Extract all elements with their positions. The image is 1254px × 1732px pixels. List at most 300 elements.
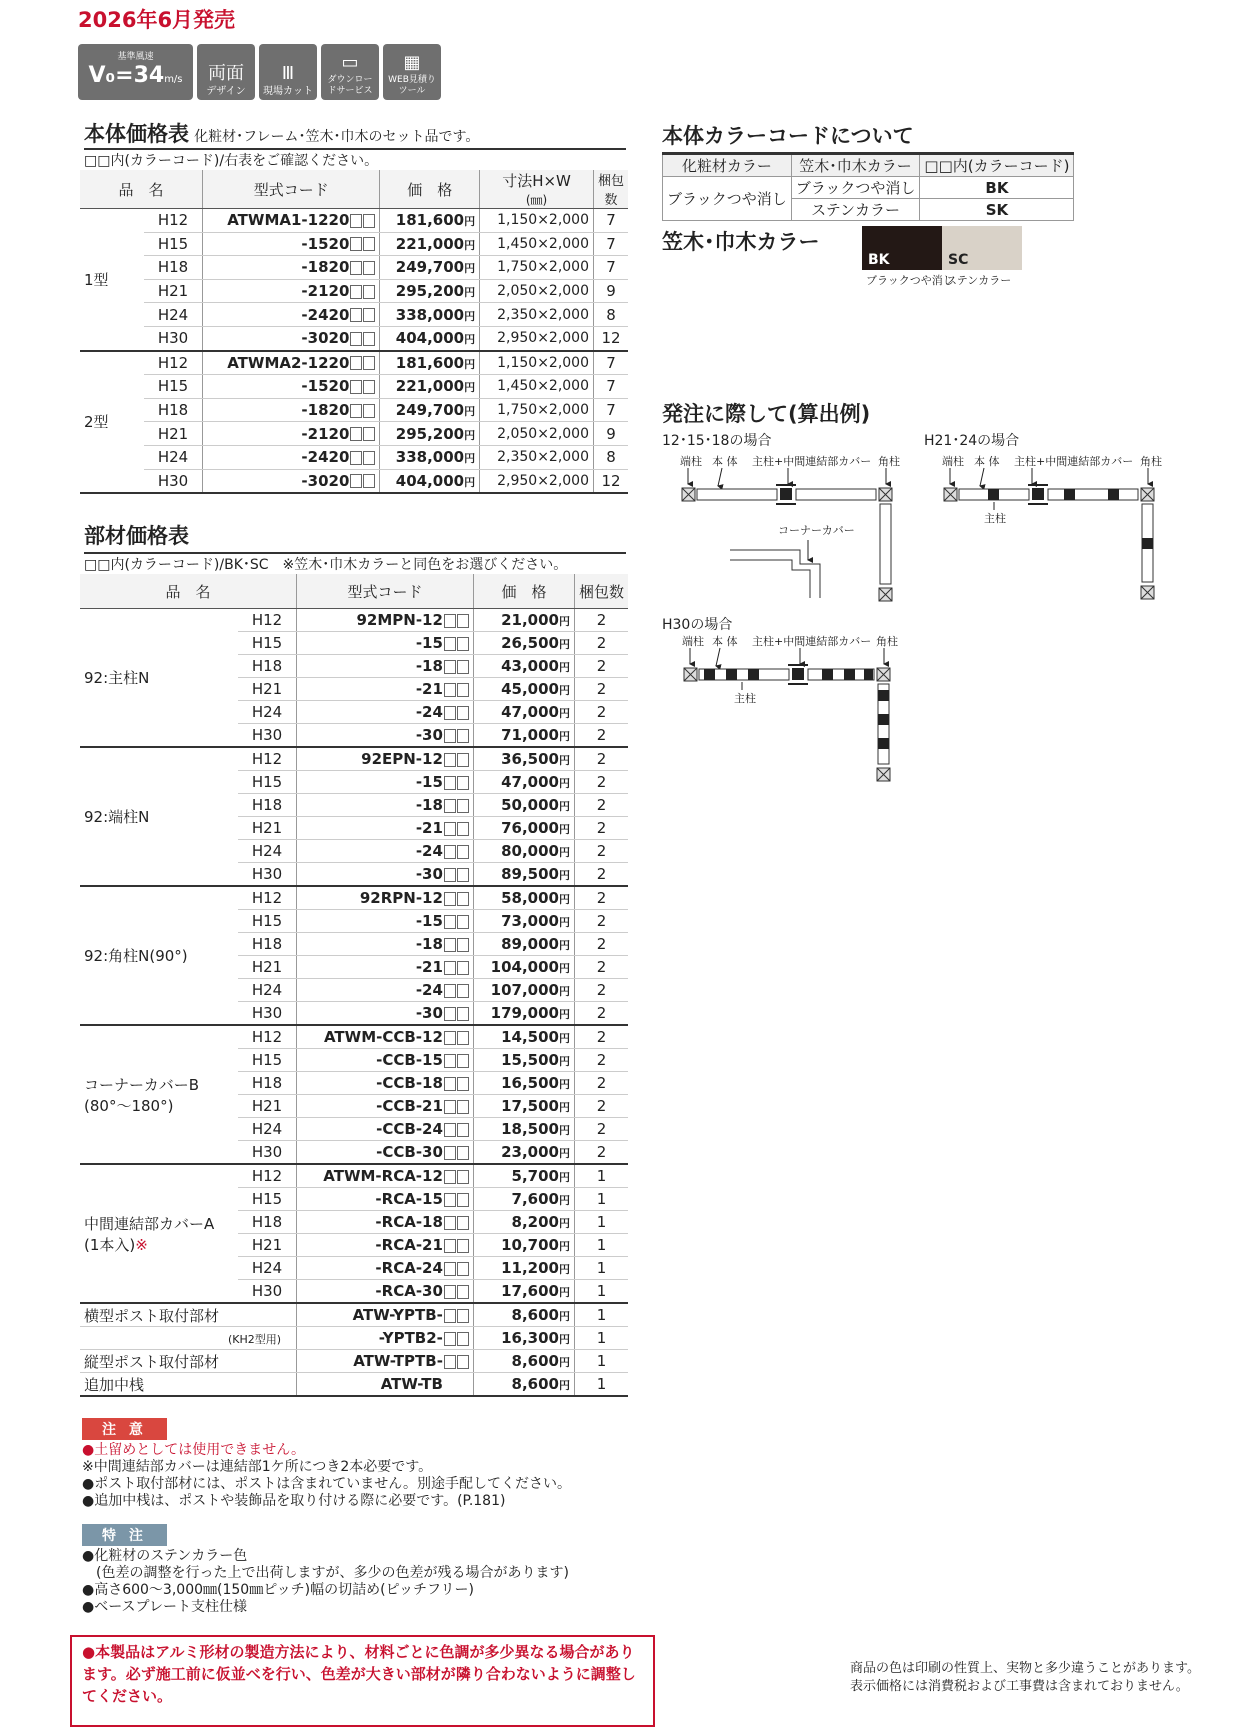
model-code: -1520: [203, 375, 380, 399]
height-code: H15: [238, 1049, 297, 1072]
model-code: -CCB-15: [297, 1049, 474, 1072]
color-code-placeholder: [457, 1285, 469, 1299]
model-code: 92MPN-12: [297, 609, 474, 632]
price: 8,600円: [473, 1303, 574, 1327]
swatch-bk: BK: [862, 226, 942, 270]
pack-qty: 1: [574, 1257, 628, 1280]
color-code-placeholder: [457, 822, 469, 836]
price: 89,500円: [473, 863, 574, 887]
main-table-note: □□内(カラーコード)/右表をご確認ください。: [84, 148, 626, 170]
color-code-placeholder: [457, 1262, 469, 1276]
height-code: H30: [238, 1280, 297, 1304]
model-code: -CCB-30: [297, 1141, 474, 1165]
pack-qty: 8: [594, 303, 629, 327]
price: 338,000円: [380, 445, 480, 469]
color-code-placeholder: [444, 1054, 456, 1068]
color-code-placeholder: [444, 776, 456, 790]
price: 16,500円: [473, 1072, 574, 1095]
model-code: -1520: [203, 232, 380, 256]
feature-item: ●化粧材のステンカラー色: [82, 1548, 248, 1564]
pack-qty: 2: [574, 863, 628, 887]
color-code-placeholder: [444, 1239, 456, 1253]
svg-text:角柱: 角柱: [876, 635, 898, 648]
price: 21,000円: [473, 609, 574, 632]
color-code-placeholder: [444, 753, 456, 767]
price: 404,000円: [380, 469, 480, 493]
pack-qty: 7: [594, 256, 629, 280]
height-code: H18: [238, 794, 297, 817]
height-code: H15: [238, 632, 297, 655]
color-code-placeholder: [363, 332, 375, 346]
pack-qty: 7: [594, 375, 629, 399]
pack-qty: 9: [594, 279, 629, 303]
header-qty: 梱包数: [574, 574, 628, 609]
model-code: -RCA-15: [297, 1188, 474, 1211]
model-code: -24: [297, 979, 474, 1002]
pack-qty: 2: [574, 979, 628, 1002]
height-code: H12: [238, 747, 297, 771]
price: 5,700円: [473, 1164, 574, 1188]
cc-code: BK: [920, 177, 1074, 199]
dimension: 2,350×2,000: [480, 303, 594, 327]
price: 47,000円: [473, 771, 574, 794]
color-code-placeholder: [444, 729, 456, 743]
pack-qty: 9: [594, 422, 629, 446]
pack-qty: 2: [574, 747, 628, 771]
pack-qty: 1: [574, 1373, 628, 1397]
cc-color-name: ブラックつや消し: [791, 177, 920, 199]
height-code: H30: [144, 469, 203, 493]
kasagi-heading: 笠木･巾木カラー: [662, 230, 820, 254]
pack-qty: 12: [594, 469, 629, 493]
price: 16,300円: [473, 1327, 574, 1350]
caution-item: ●ポスト取付部材には、ポストは含まれていません。別途手配してください。: [82, 1476, 572, 1492]
pack-qty: 12: [594, 326, 629, 350]
parts-price-table: [80, 574, 628, 1397]
model-code: ATW-TB: [297, 1373, 474, 1397]
table-row: [80, 375, 628, 399]
pack-qty: 2: [574, 701, 628, 724]
price: 18,500円: [473, 1118, 574, 1141]
table-row: [80, 398, 628, 422]
color-code-placeholder: [444, 1193, 456, 1207]
price: 17,500円: [473, 1095, 574, 1118]
cc-code: SK: [920, 199, 1074, 221]
svg-text:コーナーカバー: コーナーカバー: [778, 524, 855, 537]
model-code: -21: [297, 678, 474, 701]
color-code-placeholder: [457, 753, 469, 767]
color-code-placeholder: [444, 1216, 456, 1230]
cc-header-finish: 化粧材カラー: [663, 154, 792, 177]
pack-qty: 2: [574, 910, 628, 933]
caution-section: [82, 1418, 571, 1510]
diagram-case3: [682, 634, 898, 781]
table-row: [80, 232, 628, 256]
pack-qty: 1: [574, 1327, 628, 1350]
item-name: 横型ポスト取付部材: [80, 1303, 297, 1327]
pack-qty: 2: [574, 771, 628, 794]
price: 104,000円: [473, 956, 574, 979]
height-code: H24: [144, 445, 203, 469]
pack-qty: 2: [574, 1118, 628, 1141]
item-name: (KH2型用): [80, 1327, 297, 1350]
feature-item: ●高さ600〜3,000㎜(150㎜ピッチ)幅の切詰め(ピッチフリー): [82, 1582, 474, 1598]
color-code-placeholder: [444, 961, 456, 975]
dimension: 1,450×2,000: [480, 232, 594, 256]
feature-section: [82, 1524, 569, 1616]
dimension: 1,150×2,000: [480, 209, 594, 233]
pack-qty: 7: [594, 232, 629, 256]
header-item: 品 名: [80, 170, 203, 209]
caution-item: ●追加中桟は、ポストや装飾品を取り付ける際に必要です。(P.181): [82, 1493, 506, 1509]
price: 15,500円: [473, 1049, 574, 1072]
model-code: -RCA-21: [297, 1234, 474, 1257]
color-code-placeholder: [363, 404, 375, 418]
model-code: -CCB-18: [297, 1072, 474, 1095]
pack-qty: 2: [574, 632, 628, 655]
color-code-heading: 本体カラーコードについて: [662, 124, 914, 148]
height-code: H24: [144, 303, 203, 327]
price: 8,600円: [473, 1350, 574, 1373]
table-row: [80, 609, 628, 632]
model-code: -18: [297, 655, 474, 678]
model-code: -30: [297, 863, 474, 887]
dimension: 2,950×2,000: [480, 326, 594, 350]
color-code-placeholder: [457, 1355, 469, 1369]
height-code: H30: [144, 326, 203, 350]
table-row: [80, 469, 628, 493]
pack-qty: 1: [574, 1303, 628, 1327]
price: 107,000円: [473, 979, 574, 1002]
case2-label: H21･24の場合: [924, 433, 1020, 449]
price: 295,200円: [380, 422, 480, 446]
pack-qty: 2: [574, 678, 628, 701]
price: 8,200円: [473, 1211, 574, 1234]
svg-text:主柱+中間連結部カバー: 主柱+中間連結部カバー: [752, 635, 872, 648]
model-code: 92RPN-12: [297, 886, 474, 910]
color-code-placeholder: [350, 308, 362, 322]
height-code: H18: [238, 655, 297, 678]
model-code: ATWMA2-1220: [203, 351, 380, 375]
caution-badge: 注 意: [82, 1418, 167, 1440]
color-code-placeholder: [457, 729, 469, 743]
pack-qty: 7: [594, 209, 629, 233]
double-sided-design-icon: 両面 デザイン: [197, 44, 255, 100]
caution-item: ※中間連結部カバーは連結部1ケ所につき2本必要です。: [82, 1459, 433, 1475]
color-code-placeholder: [457, 614, 469, 628]
model-code: -15: [297, 771, 474, 794]
price: 179,000円: [473, 1002, 574, 1026]
color-code-placeholder: [457, 1239, 469, 1253]
pack-qty: 2: [574, 794, 628, 817]
pack-qty: 2: [574, 817, 628, 840]
height-code: H12: [144, 209, 203, 233]
height-code: H21: [144, 422, 203, 446]
model-code: -1820: [203, 398, 380, 422]
model-code: -24: [297, 701, 474, 724]
feature-item: (色差の調整を行った上で出荷しますが、多少の色差が残る場合があります): [82, 1565, 569, 1581]
model-code: -CCB-24: [297, 1118, 474, 1141]
wind-speed-icon: 基準風速 V₀=34m/s: [78, 44, 193, 100]
color-code-placeholder: [444, 984, 456, 998]
color-code-placeholder: [350, 404, 362, 418]
color-code-placeholder: [444, 1123, 456, 1137]
color-code-placeholder: [457, 683, 469, 697]
svg-text:主柱: 主柱: [734, 692, 756, 705]
table-row: [80, 326, 628, 350]
color-code-placeholder: [457, 892, 469, 906]
height-code: H30: [238, 863, 297, 887]
group-name: 1型: [80, 209, 144, 351]
height-code: H21: [238, 1234, 297, 1257]
model-code: -2120: [203, 422, 380, 446]
dimension: 1,450×2,000: [480, 375, 594, 399]
dimension: 1,150×2,000: [480, 351, 594, 375]
color-code-placeholder: [457, 1007, 469, 1021]
price: 17,600円: [473, 1280, 574, 1304]
dimension: 2,050×2,000: [480, 422, 594, 446]
height-code: H15: [144, 232, 203, 256]
swatch-bk-label: ブラックつや消し: [866, 274, 954, 287]
model-code: ATW-YPTB-: [297, 1303, 474, 1327]
svg-text:端柱: 端柱: [682, 635, 704, 648]
table-row: [80, 209, 628, 233]
color-code-placeholder: [444, 1285, 456, 1299]
order-heading: 発注に際して(算出例): [662, 402, 871, 426]
model-code: -21: [297, 956, 474, 979]
feature-badge: 特 注: [82, 1524, 167, 1546]
color-code-placeholder: [444, 706, 456, 720]
height-code: H18: [238, 1211, 297, 1234]
pack-qty: 7: [594, 351, 629, 375]
feature-list: [82, 1548, 569, 1616]
price: 249,700円: [380, 398, 480, 422]
model-code: ATWM-CCB-12: [297, 1025, 474, 1049]
dimension: 2,350×2,000: [480, 445, 594, 469]
group-name: コーナーカバーB (80°〜180°): [80, 1025, 238, 1164]
price: 50,000円: [473, 794, 574, 817]
color-code-placeholder: [444, 614, 456, 628]
case1-label: 12･15･18の場合: [662, 433, 772, 449]
svg-text:角柱: 角柱: [1140, 455, 1162, 468]
table-row: [80, 1303, 628, 1327]
model-code: -3020: [203, 326, 380, 350]
color-code-placeholder: [457, 706, 469, 720]
model-code: -18: [297, 794, 474, 817]
height-code: H30: [238, 1141, 297, 1165]
color-code-placeholder: [363, 451, 375, 465]
header-size: 寸法H×W (㎜): [480, 170, 594, 209]
color-code-placeholder: [444, 1262, 456, 1276]
svg-text:本 体: 本 体: [712, 455, 738, 468]
group-name: 2型: [80, 351, 144, 494]
web-estimate-icon: ▦ WEB見積りツール: [383, 44, 441, 100]
price: 45,000円: [473, 678, 574, 701]
price: 58,000円: [473, 886, 574, 910]
cc-header-kasagi: 笠木･巾木カラー: [791, 154, 920, 177]
feature-item: ●ベースプレート支柱仕様: [82, 1599, 247, 1615]
svg-text:端柱: 端柱: [680, 455, 702, 468]
parts-table-note: □□内(カラーコード)/BK･SC ※笠木･巾木カラーと同色をお選びください。: [84, 552, 626, 574]
color-code-placeholder: [350, 285, 362, 299]
color-code-placeholder: [350, 356, 362, 370]
color-code-placeholder: [457, 1077, 469, 1091]
price: 7,600円: [473, 1188, 574, 1211]
color-code-placeholder: [457, 1216, 469, 1230]
model-code: -RCA-24: [297, 1257, 474, 1280]
table-row: [80, 422, 628, 446]
main-price-table: [80, 170, 628, 494]
table-row: [80, 351, 628, 375]
color-code-placeholder: [457, 961, 469, 975]
model-code: -30: [297, 1002, 474, 1026]
color-code-placeholder: [444, 799, 456, 813]
color-code-placeholder: [350, 474, 362, 488]
color-code-placeholder: [444, 1355, 456, 1369]
color-code-placeholder: [363, 427, 375, 441]
color-code-placeholder: [444, 1077, 456, 1091]
main-table-heading: 本体価格表 化粧材･フレーム･笠木･巾木のセット品です。: [84, 122, 480, 146]
swatch-sc-label: ステンカラー: [946, 274, 1012, 287]
color-code-placeholder: [457, 660, 469, 674]
height-code: H24: [238, 840, 297, 863]
header-price: 価 格: [473, 574, 574, 609]
color-code-placeholder: [363, 261, 375, 275]
height-code: H18: [238, 1072, 297, 1095]
price: 80,000円: [473, 840, 574, 863]
pack-qty: 1: [574, 1164, 628, 1188]
table-row: [80, 445, 628, 469]
pack-qty: 2: [574, 1072, 628, 1095]
color-code-placeholder: [444, 1170, 456, 1184]
table-row: [80, 747, 628, 771]
color-code-placeholder: [444, 892, 456, 906]
color-code-placeholder: [444, 868, 456, 882]
pack-qty: 2: [574, 655, 628, 678]
model-code: ATWM-RCA-12: [297, 1164, 474, 1188]
height-code: H21: [238, 1095, 297, 1118]
height-code: H30: [238, 724, 297, 748]
color-code-placeholder: [457, 868, 469, 882]
cc-color-name: ステンカラー: [791, 199, 920, 221]
pack-qty: 2: [574, 1002, 628, 1026]
pack-qty: 2: [574, 886, 628, 910]
price: 89,000円: [473, 933, 574, 956]
pack-qty: 2: [574, 956, 628, 979]
group-name: 92:主柱N: [80, 609, 238, 748]
color-code-placeholder: [457, 1054, 469, 1068]
color-code-placeholder: [457, 1146, 469, 1160]
diagram-case2: [942, 454, 1162, 599]
price: 11,200円: [473, 1257, 574, 1280]
color-code-placeholder: [444, 845, 456, 859]
model-code: -24: [297, 840, 474, 863]
cc-main-color: ブラックつや消し: [663, 177, 792, 221]
cc-header-code: □□内(カラーコード): [920, 154, 1074, 177]
color-code-placeholder: [457, 984, 469, 998]
color-code-placeholder: [457, 938, 469, 952]
svg-text:本 体: 本 体: [974, 455, 1000, 468]
download-service-icon: ▭ ダウンロードサービス: [321, 44, 379, 100]
color-code-placeholder: [457, 1170, 469, 1184]
height-code: H18: [238, 933, 297, 956]
model-code: -2120: [203, 279, 380, 303]
model-code: ATW-TPTB-: [297, 1350, 474, 1373]
price: 47,000円: [473, 701, 574, 724]
height-code: H12: [238, 609, 297, 632]
height-code: H12: [144, 351, 203, 375]
height-code: H21: [238, 678, 297, 701]
height-code: H24: [238, 979, 297, 1002]
dimension: 2,950×2,000: [480, 469, 594, 493]
model-code: -RCA-18: [297, 1211, 474, 1234]
model-code: -3020: [203, 469, 380, 493]
table-row: [80, 256, 628, 280]
pack-qty: 2: [574, 724, 628, 748]
parts-table-heading: 部材価格表: [84, 524, 189, 548]
table-row: [80, 303, 628, 327]
height-code: H12: [238, 1164, 297, 1188]
price: 71,000円: [473, 724, 574, 748]
model-code: -30: [297, 724, 474, 748]
dimension: 2,050×2,000: [480, 279, 594, 303]
model-code: 92EPN-12: [297, 747, 474, 771]
model-code: -2420: [203, 303, 380, 327]
table-row: [80, 1350, 628, 1373]
pack-qty: 1: [574, 1350, 628, 1373]
price: 221,000円: [380, 232, 480, 256]
price: 181,600円: [380, 351, 480, 375]
price: 26,500円: [473, 632, 574, 655]
pack-qty: 7: [594, 398, 629, 422]
color-code-placeholder: [444, 822, 456, 836]
feature-icons: [78, 44, 441, 100]
group-name: 92:角柱N(90°): [80, 886, 238, 1025]
item-name: 追加中桟: [80, 1373, 297, 1397]
pack-qty: 2: [574, 1025, 628, 1049]
svg-text:主柱+中間連結部カバー: 主柱+中間連結部カバー: [1014, 455, 1134, 468]
color-code-placeholder: [363, 474, 375, 488]
table-row: [80, 1164, 628, 1188]
release-date: 2026年6月発売: [78, 8, 236, 32]
item-name: 縦型ポスト取付部材: [80, 1350, 297, 1373]
color-code-placeholder: [457, 1123, 469, 1137]
header-qty: 梱包数: [594, 170, 629, 209]
color-code-table: [662, 152, 1074, 221]
table-row: [80, 1327, 628, 1350]
header-code: 型式コード: [203, 170, 380, 209]
caution-item: ●土留めとしては使用できません。: [82, 1442, 306, 1458]
color-code-placeholder: [444, 1031, 456, 1045]
diagram-case1: [680, 454, 900, 601]
color-code-placeholder: [350, 237, 362, 251]
color-code-placeholder: [444, 915, 456, 929]
color-code-placeholder: [350, 214, 362, 228]
color-code-placeholder: [363, 308, 375, 322]
height-code: H24: [238, 701, 297, 724]
price: 295,200円: [380, 279, 480, 303]
color-code-placeholder: [444, 1007, 456, 1021]
pack-qty: 2: [574, 933, 628, 956]
svg-text:本 体: 本 体: [712, 635, 738, 648]
pack-qty: 1: [574, 1188, 628, 1211]
site-cut-icon: Ⅲ 現場カット: [259, 44, 317, 100]
price: 73,000円: [473, 910, 574, 933]
height-code: H12: [238, 886, 297, 910]
color-code-placeholder: [350, 261, 362, 275]
pack-qty: 8: [594, 445, 629, 469]
parts-table-header: [80, 574, 628, 609]
